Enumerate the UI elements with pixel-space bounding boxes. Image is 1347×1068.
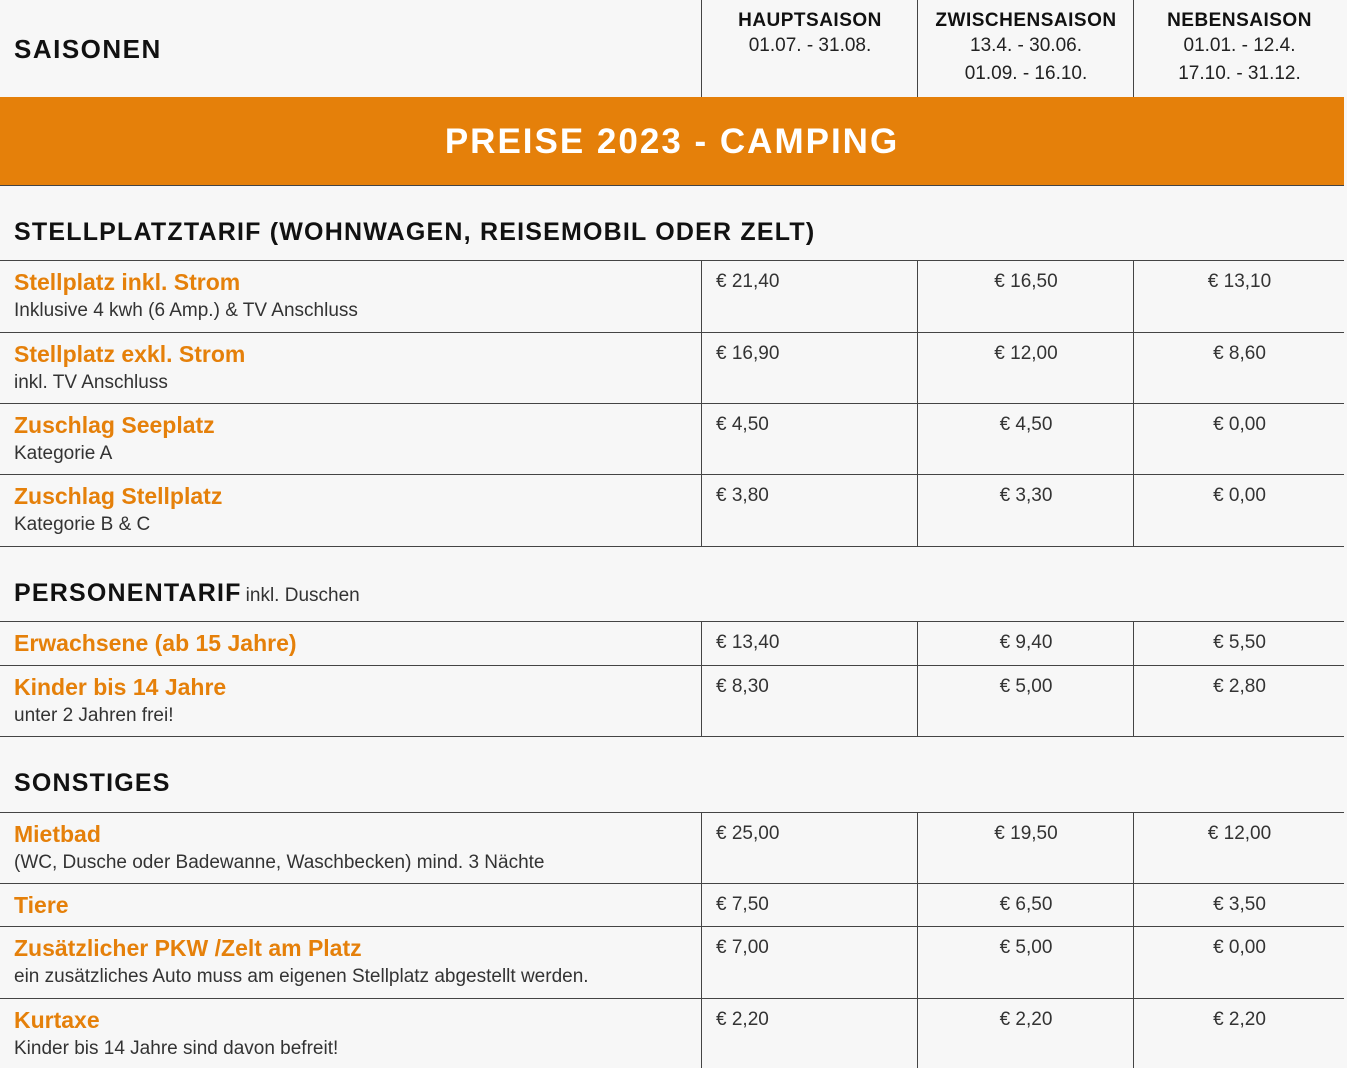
price-value: € 5,00 (999, 676, 1053, 697)
price-value: € 4,50 (716, 414, 769, 435)
price-banner: PREISE 2023 - CAMPING (0, 97, 1344, 186)
table-row (0, 621, 1344, 665)
price-value: € 13,40 (716, 632, 780, 653)
section-title-personentarif (14, 579, 360, 608)
section-title-stellplatztarif (14, 218, 815, 247)
item-name: Kurtaxe (14, 1007, 100, 1033)
price-cell-zwischensaison (917, 999, 1134, 1068)
price-value: € 0,00 (1213, 937, 1266, 958)
price-cell-nebensaison (1133, 927, 1345, 998)
section-title-text: PERSONENTARIF (14, 579, 242, 607)
price-value: € 5,50 (1213, 632, 1266, 653)
price-value: € 2,80 (1213, 676, 1266, 697)
section-note: inkl. Duschen (245, 585, 360, 606)
price-cell-hauptsaison (701, 333, 918, 403)
price-value: € 8,60 (1213, 343, 1266, 364)
table-row (0, 332, 1344, 403)
price-cell-hauptsaison (701, 999, 918, 1068)
season-name: ZWISCHENSAISON (935, 10, 1117, 31)
item-name: Zuschlag Seeplatz (14, 412, 215, 438)
price-value: € 6,50 (999, 894, 1053, 915)
item-description: ein zusätzliches Auto muss am eigenen Stellplatz abgestellt werden. (14, 966, 589, 987)
item-description: Kategorie A (14, 443, 113, 464)
price-value: € 7,50 (716, 894, 769, 915)
item-name: Zusätzlicher PKW /Zelt am Platz (14, 935, 362, 961)
season-dates: 01.07. - 31.08. (748, 35, 872, 56)
table-row (0, 665, 1344, 737)
item-name: Zuschlag Stellplatz (14, 483, 223, 509)
section-title-text: SONSTIGES (14, 769, 171, 797)
price-value: € 12,00 (1207, 823, 1272, 844)
season-title: SAISONEN (14, 34, 162, 64)
table-row (0, 474, 1344, 547)
price-cell-hauptsaison (701, 261, 918, 332)
item-description: Inklusive 4 kwh (6 Amp.) & TV Anschluss (14, 300, 358, 321)
season-dates: 01.01. - 12.4. (1183, 35, 1296, 56)
item-description: (WC, Dusche oder Badewanne, Waschbecken) mind. 3 Nächte (14, 852, 545, 873)
item-name: Erwachsene (ab 15 Jahre) (14, 630, 297, 656)
price-cell-hauptsaison (701, 813, 918, 883)
price-cell-hauptsaison (701, 884, 918, 926)
price-value: € 3,30 (999, 485, 1053, 506)
season-column-hauptsaison (701, 0, 918, 97)
price-value: € 3,50 (1213, 894, 1266, 915)
table-row (0, 883, 1344, 926)
table-row (0, 403, 1344, 474)
item-name: Tiere (14, 892, 69, 918)
item-description: Kategorie B & C (14, 514, 151, 535)
price-cell-zwischensaison (917, 813, 1134, 883)
price-cell-nebensaison (1133, 622, 1345, 665)
season-column-zwischensaison (917, 0, 1134, 97)
season-header (0, 0, 1344, 98)
price-cell-hauptsaison (701, 404, 918, 474)
price-cell-nebensaison (1133, 666, 1345, 736)
table-row (0, 260, 1344, 332)
item-name: Mietbad (14, 821, 101, 847)
price-cell-nebensaison (1133, 813, 1345, 883)
table-row (0, 926, 1344, 998)
price-cell-nebensaison (1133, 884, 1345, 926)
price-value: € 12,00 (994, 343, 1058, 364)
price-value: € 9,40 (999, 632, 1053, 653)
price-value: € 8,30 (716, 676, 769, 697)
price-value: € 3,80 (716, 485, 769, 506)
table-row (0, 998, 1344, 1068)
price-cell-nebensaison (1133, 404, 1345, 474)
price-cell-nebensaison (1133, 333, 1345, 403)
price-value: € 13,10 (1207, 271, 1272, 292)
season-column-nebensaison (1133, 0, 1345, 97)
price-value: € 19,50 (994, 823, 1058, 844)
price-cell-hauptsaison (701, 475, 918, 546)
price-value: € 2,20 (716, 1009, 769, 1030)
price-cell-zwischensaison (917, 475, 1134, 546)
season-dates: 01.09. - 16.10. (964, 63, 1088, 84)
table-row (0, 812, 1344, 883)
price-cell-zwischensaison (917, 404, 1134, 474)
price-value: € 7,00 (716, 937, 769, 958)
price-cell-nebensaison (1133, 999, 1345, 1068)
price-cell-zwischensaison (917, 333, 1134, 403)
price-cell-nebensaison (1133, 475, 1345, 546)
price-value: € 16,50 (994, 271, 1058, 292)
price-cell-hauptsaison (701, 927, 918, 998)
price-cell-zwischensaison (917, 261, 1134, 332)
item-name: Kinder bis 14 Jahre (14, 674, 227, 700)
section-title-sonstiges (14, 769, 171, 798)
item-name: Stellplatz inkl. Strom (14, 269, 241, 295)
price-value: € 21,40 (716, 271, 780, 292)
price-value: € 0,00 (1213, 414, 1266, 435)
season-dates: 13.4. - 30.06. (970, 35, 1082, 56)
price-value: € 2,20 (999, 1009, 1053, 1030)
price-cell-zwischensaison (917, 927, 1134, 998)
item-name: Stellplatz exkl. Strom (14, 341, 246, 367)
price-cell-zwischensaison (917, 622, 1134, 665)
price-value: € 16,90 (716, 343, 780, 364)
price-value: € 5,00 (999, 937, 1053, 958)
price-value: € 4,50 (999, 414, 1053, 435)
season-name: HAUPTSAISON (738, 10, 882, 31)
item-description: unter 2 Jahren frei! (14, 705, 174, 726)
item-description: inkl. TV Anschluss (14, 372, 168, 393)
season-name: NEBENSAISON (1167, 10, 1312, 31)
section-title-text: STELLPLATZTARIF (WOHNWAGEN, REISEMOBIL ODER ZELT) (14, 218, 816, 246)
price-value: € 25,00 (716, 823, 780, 844)
season-dates: 17.10. - 31.12. (1178, 63, 1301, 84)
price-value: € 0,00 (1213, 485, 1266, 506)
price-cell-nebensaison (1133, 261, 1345, 332)
price-value: € 2,20 (1213, 1009, 1266, 1030)
price-cell-zwischensaison (917, 666, 1134, 736)
price-cell-hauptsaison (701, 666, 918, 736)
item-description: Kinder bis 14 Jahre sind davon befreit! (14, 1038, 339, 1059)
price-cell-hauptsaison (701, 622, 918, 665)
price-cell-zwischensaison (917, 884, 1134, 926)
